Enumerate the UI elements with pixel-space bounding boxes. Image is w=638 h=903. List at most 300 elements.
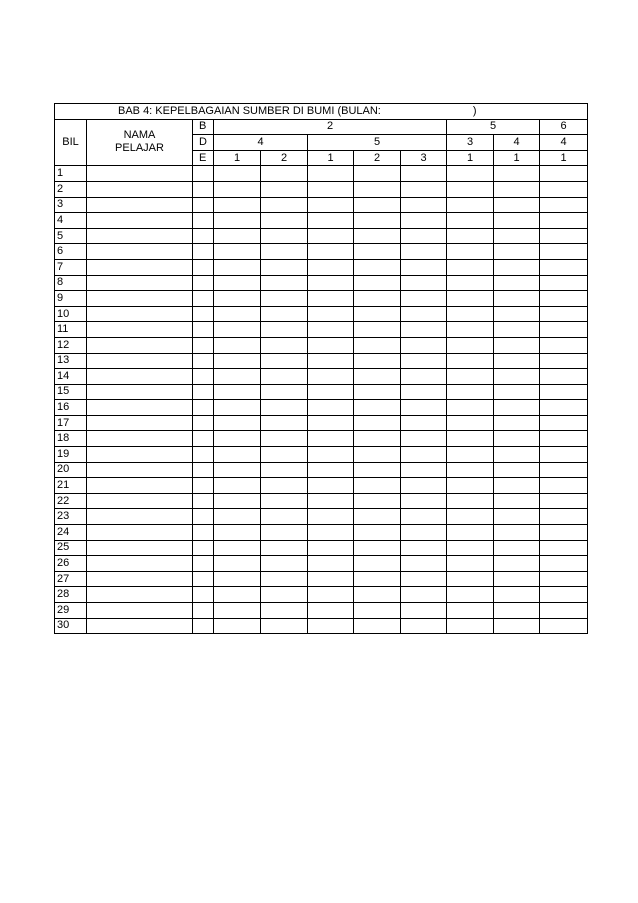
mark-cell[interactable] bbox=[214, 166, 261, 182]
row-number: 11 bbox=[55, 322, 87, 338]
mark-cell[interactable] bbox=[354, 478, 401, 494]
mark-cell[interactable] bbox=[401, 478, 447, 494]
mark-cell[interactable] bbox=[447, 353, 494, 369]
mark-cell[interactable] bbox=[401, 571, 447, 587]
student-name-cell[interactable] bbox=[87, 384, 193, 400]
student-name-cell[interactable] bbox=[87, 462, 193, 478]
student-name-cell[interactable] bbox=[87, 509, 193, 525]
mark-cell[interactable] bbox=[540, 384, 588, 400]
mark-cell[interactable] bbox=[401, 618, 447, 634]
table-row bbox=[55, 181, 588, 197]
mark-cell[interactable] bbox=[354, 322, 401, 338]
mark-cell[interactable] bbox=[214, 275, 261, 291]
mark-cell[interactable] bbox=[540, 166, 588, 182]
mark-cell[interactable] bbox=[214, 431, 261, 447]
student-name-cell[interactable] bbox=[87, 259, 193, 275]
mark-cell[interactable] bbox=[401, 275, 447, 291]
mark-cell[interactable] bbox=[447, 447, 494, 463]
mark-cell[interactable] bbox=[494, 213, 540, 229]
mark-cell[interactable] bbox=[447, 228, 494, 244]
mark-cell[interactable] bbox=[354, 213, 401, 229]
mark-cell[interactable] bbox=[354, 493, 401, 509]
mark-cell[interactable] bbox=[447, 291, 494, 307]
mark-cell[interactable] bbox=[494, 197, 540, 213]
mark-cell[interactable] bbox=[540, 400, 588, 416]
mark-cell[interactable] bbox=[494, 369, 540, 385]
mark-cell[interactable] bbox=[308, 603, 354, 619]
mark-cell[interactable] bbox=[540, 618, 588, 634]
mark-cell[interactable] bbox=[308, 384, 354, 400]
mark-cell[interactable] bbox=[494, 478, 540, 494]
mark-cell[interactable] bbox=[214, 213, 261, 229]
mark-cell[interactable] bbox=[401, 197, 447, 213]
mark-cell[interactable] bbox=[447, 244, 494, 260]
row-number: 17 bbox=[55, 415, 87, 431]
mark-cell[interactable] bbox=[308, 166, 354, 182]
mark-cell[interactable] bbox=[214, 322, 261, 338]
mark-cell[interactable] bbox=[308, 197, 354, 213]
mark-cell[interactable] bbox=[261, 384, 308, 400]
mark-cell[interactable] bbox=[214, 353, 261, 369]
mark-cell[interactable] bbox=[494, 587, 540, 603]
mark-cell[interactable] bbox=[261, 556, 308, 572]
student-name-cell[interactable] bbox=[87, 369, 193, 385]
mark-cell[interactable] bbox=[494, 181, 540, 197]
student-name-cell[interactable] bbox=[87, 603, 193, 619]
student-name-cell[interactable] bbox=[87, 540, 193, 556]
mark-cell[interactable] bbox=[354, 540, 401, 556]
mark-cell[interactable] bbox=[214, 181, 261, 197]
mark-cell[interactable] bbox=[308, 415, 354, 431]
mark-cell[interactable] bbox=[214, 462, 261, 478]
mark-cell[interactable] bbox=[308, 259, 354, 275]
mark-cell[interactable] bbox=[354, 275, 401, 291]
mark-cell[interactable] bbox=[308, 447, 354, 463]
mark-cell[interactable] bbox=[447, 306, 494, 322]
mark-cell[interactable] bbox=[494, 228, 540, 244]
mark-cell[interactable] bbox=[308, 181, 354, 197]
mark-cell[interactable] bbox=[354, 197, 401, 213]
mark-cell[interactable] bbox=[540, 587, 588, 603]
mark-cell[interactable] bbox=[214, 415, 261, 431]
mark-cell[interactable] bbox=[214, 493, 261, 509]
mark-cell[interactable] bbox=[308, 400, 354, 416]
mark-cell[interactable] bbox=[354, 181, 401, 197]
blank-label-cell bbox=[193, 384, 214, 400]
mark-cell[interactable] bbox=[214, 556, 261, 572]
mark-cell[interactable] bbox=[261, 618, 308, 634]
mark-cell[interactable] bbox=[308, 275, 354, 291]
mark-cell[interactable] bbox=[308, 213, 354, 229]
mark-cell[interactable] bbox=[401, 244, 447, 260]
mark-cell[interactable] bbox=[401, 447, 447, 463]
mark-cell[interactable] bbox=[447, 509, 494, 525]
mark-cell[interactable] bbox=[354, 337, 401, 353]
mark-cell[interactable] bbox=[354, 291, 401, 307]
mark-cell[interactable] bbox=[401, 400, 447, 416]
mark-cell[interactable] bbox=[354, 556, 401, 572]
row-number: 26 bbox=[55, 556, 87, 572]
mark-cell[interactable] bbox=[308, 525, 354, 541]
mark-cell[interactable] bbox=[261, 322, 308, 338]
mark-cell[interactable] bbox=[261, 478, 308, 494]
mark-cell[interactable] bbox=[354, 369, 401, 385]
mark-cell[interactable] bbox=[354, 618, 401, 634]
table-row bbox=[55, 462, 588, 478]
mark-cell[interactable] bbox=[261, 197, 308, 213]
mark-cell[interactable] bbox=[401, 322, 447, 338]
mark-cell[interactable] bbox=[354, 166, 401, 182]
mark-cell[interactable] bbox=[540, 291, 588, 307]
mark-cell[interactable] bbox=[494, 306, 540, 322]
mark-cell[interactable] bbox=[540, 571, 588, 587]
mark-cell[interactable] bbox=[214, 603, 261, 619]
mark-cell[interactable] bbox=[401, 337, 447, 353]
table-row bbox=[55, 603, 588, 619]
mark-cell[interactable] bbox=[354, 603, 401, 619]
mark-cell[interactable] bbox=[494, 322, 540, 338]
student-name-cell[interactable] bbox=[87, 431, 193, 447]
mark-cell[interactable] bbox=[308, 587, 354, 603]
student-name-cell[interactable] bbox=[87, 587, 193, 603]
mark-cell[interactable] bbox=[214, 618, 261, 634]
mark-cell[interactable] bbox=[214, 197, 261, 213]
mark-cell[interactable] bbox=[447, 197, 494, 213]
mark-cell[interactable] bbox=[261, 400, 308, 416]
mark-cell[interactable] bbox=[354, 244, 401, 260]
mark-cell[interactable] bbox=[308, 556, 354, 572]
mark-cell[interactable] bbox=[261, 447, 308, 463]
mark-cell[interactable] bbox=[308, 244, 354, 260]
mark-cell[interactable] bbox=[447, 571, 494, 587]
mark-cell[interactable] bbox=[447, 525, 494, 541]
mark-cell[interactable] bbox=[540, 509, 588, 525]
mark-cell[interactable] bbox=[261, 571, 308, 587]
mark-cell[interactable] bbox=[494, 384, 540, 400]
mark-cell[interactable] bbox=[494, 291, 540, 307]
mark-cell[interactable] bbox=[261, 228, 308, 244]
mark-cell[interactable] bbox=[308, 306, 354, 322]
mark-cell[interactable] bbox=[540, 353, 588, 369]
student-name-cell[interactable] bbox=[87, 493, 193, 509]
mark-cell[interactable] bbox=[214, 259, 261, 275]
mark-cell[interactable] bbox=[214, 509, 261, 525]
mark-cell[interactable] bbox=[308, 540, 354, 556]
mark-cell[interactable] bbox=[447, 415, 494, 431]
mark-cell[interactable] bbox=[261, 181, 308, 197]
mark-cell[interactable] bbox=[494, 166, 540, 182]
table-row bbox=[55, 166, 588, 182]
mark-cell[interactable] bbox=[354, 400, 401, 416]
group-e-6: 1 bbox=[447, 150, 494, 166]
mark-cell[interactable] bbox=[261, 603, 308, 619]
mark-cell[interactable] bbox=[308, 322, 354, 338]
group-d-3: 3 bbox=[447, 135, 494, 151]
mark-cell[interactable] bbox=[261, 587, 308, 603]
mark-cell[interactable] bbox=[261, 525, 308, 541]
mark-cell[interactable] bbox=[214, 369, 261, 385]
mark-cell[interactable] bbox=[214, 540, 261, 556]
student-name-cell[interactable] bbox=[87, 525, 193, 541]
mark-cell[interactable] bbox=[214, 306, 261, 322]
blank-label-cell bbox=[193, 431, 214, 447]
mark-cell[interactable] bbox=[308, 462, 354, 478]
mark-cell[interactable] bbox=[540, 447, 588, 463]
mark-cell[interactable] bbox=[261, 291, 308, 307]
mark-cell[interactable] bbox=[354, 384, 401, 400]
student-name-cell[interactable] bbox=[87, 275, 193, 291]
mark-cell[interactable] bbox=[540, 275, 588, 291]
student-name-cell[interactable] bbox=[87, 415, 193, 431]
mark-cell[interactable] bbox=[401, 181, 447, 197]
mark-cell[interactable] bbox=[401, 291, 447, 307]
mark-cell[interactable] bbox=[540, 197, 588, 213]
mark-cell[interactable] bbox=[401, 353, 447, 369]
mark-cell[interactable] bbox=[354, 462, 401, 478]
mark-cell[interactable] bbox=[401, 228, 447, 244]
mark-cell[interactable] bbox=[308, 431, 354, 447]
table-row bbox=[55, 369, 588, 385]
table-row bbox=[55, 540, 588, 556]
student-name-cell[interactable] bbox=[87, 197, 193, 213]
mark-cell[interactable] bbox=[214, 384, 261, 400]
student-name-cell[interactable] bbox=[87, 166, 193, 182]
mark-cell[interactable] bbox=[354, 571, 401, 587]
mark-cell[interactable] bbox=[540, 431, 588, 447]
table-row bbox=[55, 353, 588, 369]
mark-cell[interactable] bbox=[401, 213, 447, 229]
mark-cell[interactable] bbox=[540, 213, 588, 229]
mark-cell[interactable] bbox=[447, 181, 494, 197]
mark-cell[interactable] bbox=[540, 603, 588, 619]
mark-cell[interactable] bbox=[354, 431, 401, 447]
mark-cell[interactable] bbox=[354, 259, 401, 275]
mark-cell[interactable] bbox=[447, 493, 494, 509]
mark-cell[interactable] bbox=[447, 587, 494, 603]
student-name-cell[interactable] bbox=[87, 228, 193, 244]
mark-cell[interactable] bbox=[540, 556, 588, 572]
mark-cell[interactable] bbox=[261, 509, 308, 525]
student-name-cell[interactable] bbox=[87, 213, 193, 229]
student-name-cell[interactable] bbox=[87, 400, 193, 416]
mark-cell[interactable] bbox=[494, 509, 540, 525]
table-row bbox=[55, 478, 588, 494]
mark-cell[interactable] bbox=[447, 337, 494, 353]
mark-cell[interactable] bbox=[261, 493, 308, 509]
mark-cell[interactable] bbox=[214, 291, 261, 307]
mark-cell[interactable] bbox=[447, 322, 494, 338]
mark-cell[interactable] bbox=[540, 322, 588, 338]
mark-cell[interactable] bbox=[540, 493, 588, 509]
mark-cell[interactable] bbox=[494, 244, 540, 260]
mark-cell[interactable] bbox=[354, 447, 401, 463]
mark-cell[interactable] bbox=[354, 509, 401, 525]
mark-cell[interactable] bbox=[494, 447, 540, 463]
mark-cell[interactable] bbox=[540, 259, 588, 275]
mark-cell[interactable] bbox=[447, 462, 494, 478]
mark-cell[interactable] bbox=[447, 384, 494, 400]
mark-cell[interactable] bbox=[447, 556, 494, 572]
student-name-cell[interactable] bbox=[87, 447, 193, 463]
mark-cell[interactable] bbox=[494, 337, 540, 353]
mark-cell[interactable] bbox=[214, 478, 261, 494]
blank-label-cell bbox=[193, 509, 214, 525]
mark-cell[interactable] bbox=[447, 603, 494, 619]
student-name-cell[interactable] bbox=[87, 181, 193, 197]
mark-cell[interactable] bbox=[540, 369, 588, 385]
mark-cell[interactable] bbox=[261, 353, 308, 369]
mark-cell[interactable] bbox=[214, 244, 261, 260]
mark-cell[interactable] bbox=[540, 478, 588, 494]
student-name-cell[interactable] bbox=[87, 306, 193, 322]
mark-cell[interactable] bbox=[494, 540, 540, 556]
mark-cell[interactable] bbox=[447, 478, 494, 494]
student-name-cell[interactable] bbox=[87, 353, 193, 369]
mark-cell[interactable] bbox=[494, 462, 540, 478]
mark-cell[interactable] bbox=[401, 369, 447, 385]
table-row bbox=[55, 556, 588, 572]
mark-cell[interactable] bbox=[494, 353, 540, 369]
mark-cell[interactable] bbox=[447, 431, 494, 447]
mark-cell[interactable] bbox=[401, 462, 447, 478]
blank-label-cell bbox=[193, 337, 214, 353]
mark-cell[interactable] bbox=[494, 275, 540, 291]
row-number: 27 bbox=[55, 571, 87, 587]
mark-cell[interactable] bbox=[540, 525, 588, 541]
mark-cell[interactable] bbox=[261, 431, 308, 447]
mark-cell[interactable] bbox=[494, 525, 540, 541]
mark-cell[interactable] bbox=[447, 259, 494, 275]
mark-cell[interactable] bbox=[540, 244, 588, 260]
student-name-cell[interactable] bbox=[87, 322, 193, 338]
mark-cell[interactable] bbox=[308, 369, 354, 385]
mark-cell[interactable] bbox=[401, 493, 447, 509]
mark-cell[interactable] bbox=[214, 571, 261, 587]
mark-cell[interactable] bbox=[494, 493, 540, 509]
mark-cell[interactable] bbox=[540, 228, 588, 244]
mark-cell[interactable] bbox=[261, 259, 308, 275]
mark-cell[interactable] bbox=[540, 337, 588, 353]
group-d-5: 4 bbox=[540, 135, 588, 151]
mark-cell[interactable] bbox=[494, 415, 540, 431]
mark-cell[interactable] bbox=[261, 415, 308, 431]
table-row bbox=[55, 322, 588, 338]
mark-cell[interactable] bbox=[447, 400, 494, 416]
mark-cell[interactable] bbox=[401, 587, 447, 603]
mark-cell[interactable] bbox=[308, 337, 354, 353]
mark-cell[interactable] bbox=[214, 587, 261, 603]
mark-cell[interactable] bbox=[494, 556, 540, 572]
mark-cell[interactable] bbox=[308, 493, 354, 509]
mark-cell[interactable] bbox=[308, 571, 354, 587]
student-name-cell[interactable] bbox=[87, 556, 193, 572]
mark-cell[interactable] bbox=[540, 540, 588, 556]
table-row bbox=[55, 384, 588, 400]
mark-cell[interactable] bbox=[261, 213, 308, 229]
mark-cell[interactable] bbox=[447, 369, 494, 385]
mark-cell[interactable] bbox=[308, 618, 354, 634]
label-b: B bbox=[193, 119, 214, 135]
mark-cell[interactable] bbox=[308, 478, 354, 494]
mark-cell[interactable] bbox=[401, 415, 447, 431]
mark-cell[interactable] bbox=[401, 166, 447, 182]
mark-cell[interactable] bbox=[261, 306, 308, 322]
mark-cell[interactable] bbox=[540, 462, 588, 478]
mark-cell[interactable] bbox=[354, 525, 401, 541]
mark-cell[interactable] bbox=[354, 228, 401, 244]
mark-cell[interactable] bbox=[540, 415, 588, 431]
mark-cell[interactable] bbox=[401, 259, 447, 275]
mark-cell[interactable] bbox=[308, 291, 354, 307]
student-name-cell[interactable] bbox=[87, 618, 193, 634]
mark-cell[interactable] bbox=[308, 228, 354, 244]
student-name-cell[interactable] bbox=[87, 478, 193, 494]
mark-cell[interactable] bbox=[261, 244, 308, 260]
mark-cell[interactable] bbox=[494, 571, 540, 587]
mark-cell[interactable] bbox=[494, 603, 540, 619]
mark-cell[interactable] bbox=[261, 540, 308, 556]
mark-cell[interactable] bbox=[261, 166, 308, 182]
mark-cell[interactable] bbox=[494, 400, 540, 416]
mark-cell[interactable] bbox=[401, 540, 447, 556]
mark-cell[interactable] bbox=[354, 353, 401, 369]
mark-cell[interactable] bbox=[261, 337, 308, 353]
mark-cell[interactable] bbox=[354, 587, 401, 603]
mark-cell[interactable] bbox=[447, 618, 494, 634]
student-name-cell[interactable] bbox=[87, 244, 193, 260]
row-number: 12 bbox=[55, 337, 87, 353]
mark-cell[interactable] bbox=[214, 337, 261, 353]
mark-cell[interactable] bbox=[401, 431, 447, 447]
mark-cell[interactable] bbox=[540, 181, 588, 197]
mark-cell[interactable] bbox=[494, 259, 540, 275]
mark-cell[interactable] bbox=[261, 275, 308, 291]
mark-cell[interactable] bbox=[401, 556, 447, 572]
student-name-cell[interactable] bbox=[87, 571, 193, 587]
mark-cell[interactable] bbox=[214, 400, 261, 416]
mark-cell[interactable] bbox=[354, 306, 401, 322]
mark-cell[interactable] bbox=[447, 275, 494, 291]
group-e-2: 2 bbox=[261, 150, 308, 166]
mark-cell[interactable] bbox=[401, 525, 447, 541]
mark-cell[interactable] bbox=[401, 509, 447, 525]
mark-cell[interactable] bbox=[494, 431, 540, 447]
table-row bbox=[55, 400, 588, 416]
student-name-cell[interactable] bbox=[87, 337, 193, 353]
mark-cell[interactable] bbox=[214, 525, 261, 541]
mark-cell[interactable] bbox=[401, 384, 447, 400]
table-row bbox=[55, 493, 588, 509]
mark-cell[interactable] bbox=[308, 509, 354, 525]
mark-cell[interactable] bbox=[447, 166, 494, 182]
mark-cell[interactable] bbox=[494, 618, 540, 634]
mark-cell[interactable] bbox=[401, 603, 447, 619]
mark-cell[interactable] bbox=[354, 415, 401, 431]
table-row bbox=[55, 571, 588, 587]
mark-cell[interactable] bbox=[261, 462, 308, 478]
mark-cell[interactable] bbox=[401, 306, 447, 322]
title-close-paren: ) bbox=[472, 104, 477, 117]
mark-cell[interactable] bbox=[214, 228, 261, 244]
mark-cell[interactable] bbox=[447, 213, 494, 229]
mark-cell[interactable] bbox=[214, 447, 261, 463]
mark-cell[interactable] bbox=[540, 306, 588, 322]
student-name-cell[interactable] bbox=[87, 291, 193, 307]
mark-cell[interactable] bbox=[261, 369, 308, 385]
row-number: 2 bbox=[55, 181, 87, 197]
mark-cell[interactable] bbox=[447, 540, 494, 556]
mark-cell[interactable] bbox=[308, 353, 354, 369]
